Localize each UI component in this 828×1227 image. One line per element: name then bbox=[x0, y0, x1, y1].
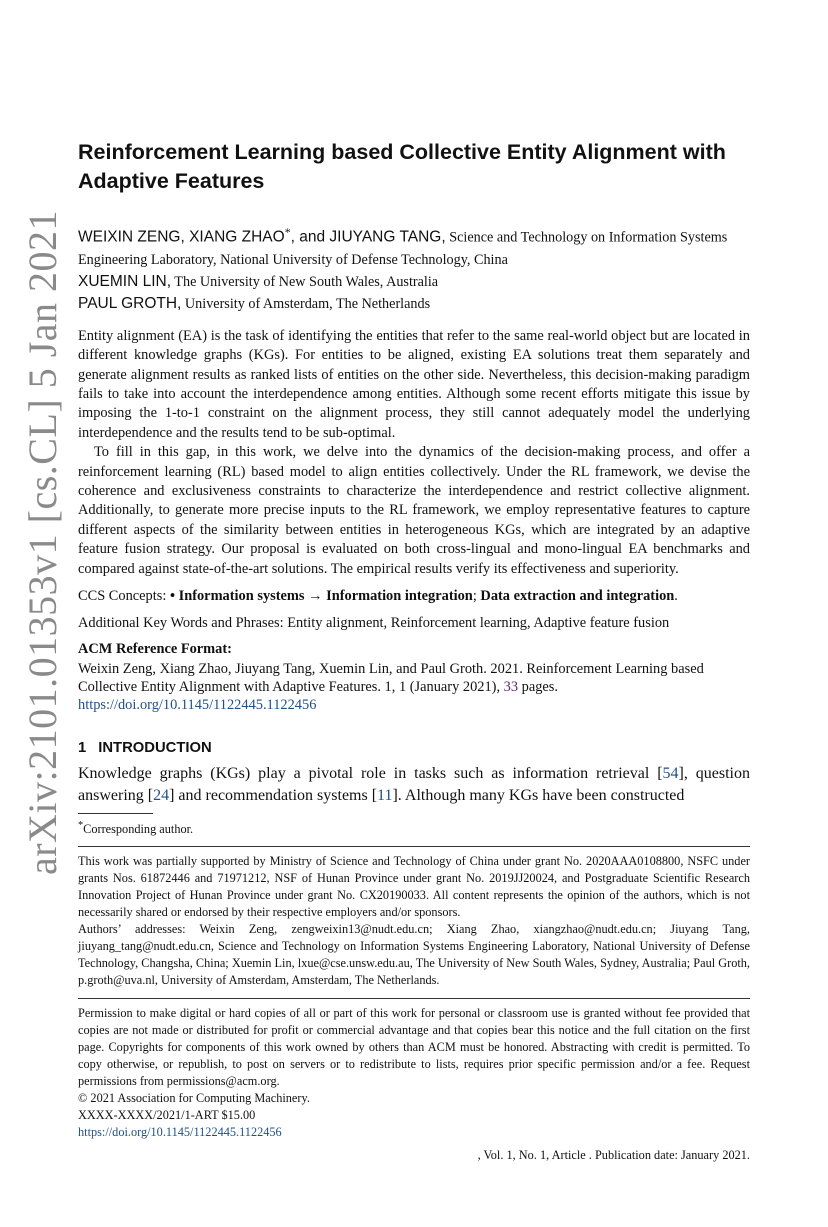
author-lin: XUEMIN LIN, bbox=[78, 272, 172, 290]
acm-reference-heading: ACM Reference Format: bbox=[78, 641, 232, 658]
ccs-label: CCS Concepts: bbox=[78, 588, 170, 605]
permission-rule bbox=[78, 998, 750, 999]
arxiv-sidebar bbox=[20, 209, 66, 876]
intro-text-1: Knowledge graphs (KGs) play a pivotal role in tasks such as information retrieval [ bbox=[78, 765, 663, 783]
citation-link[interactable]: 24 bbox=[153, 787, 170, 805]
acm-pages-word: pages. bbox=[518, 679, 559, 696]
ccs-concept-2: Information integration bbox=[326, 588, 473, 605]
paper-page bbox=[78, 138, 750, 1141]
intro-text-3: ] and recommendation systems [ bbox=[169, 787, 378, 805]
footer-doi-link[interactable]: https://doi.org/10.1145/1122445.1122456 bbox=[78, 1125, 282, 1140]
page-footer: , Vol. 1, No. 1, Article . Publication date: January 2021. bbox=[477, 1148, 750, 1162]
acm-doi-link[interactable]: https://doi.org/10.1145/1122445.1122456 bbox=[78, 697, 317, 714]
abstract-paragraph-1: Entity alignment (EA) is the task of identifying the entities that refer to the same real-world object but are located in different knowledge graphs (KGs). For entities to be aligned, existing EA solutions treat them separately and generate alignment results as ranked lists of entities on the other side. Nevertheless, this decision-making paradigm fails to take into account the interdependence among entities. Although some recent efforts mitigate this issue by imposing the 1-to-1 constraint on the alignment process, they still cannot adequately model the underlying interdependence and the results tend to be sub-optimal. bbox=[78, 327, 750, 441]
ccs-bullet: • bbox=[169, 588, 179, 605]
permission-notice: Permission to make digital or hard copies of all or part of this work for personal or classroom use is granted without fee provided that copies are not made or distributed for profit or commercial advantage and that copies bear this notice and the full citation on the first page. Copyrights for components of this work owned by others than ACM must be honored. Abstracting with credit is permitted. To copy otherwise, or republish, to post on servers or to redistribute to lists, requires prior specific permission and/or a fee. Request permissions from permissions@acm.org. bbox=[78, 1006, 750, 1089]
ccs-concept-3: Data extraction and integration bbox=[480, 588, 675, 605]
author-affiliation-3: University of Amsterdam, The Netherlands bbox=[181, 295, 431, 312]
paper-title: Reinforcement Learning based Collective Entity Alignment with Adaptive Features bbox=[78, 140, 726, 193]
author-groth: PAUL GROTH, bbox=[78, 294, 182, 312]
corresponding-mark: * bbox=[284, 225, 291, 239]
author-line-3 bbox=[78, 293, 750, 315]
acm-reference-text bbox=[78, 660, 750, 714]
isbn-line: XXXX-XXXX/2021/1-ART $15.00 bbox=[78, 1108, 256, 1123]
section-number: 1 bbox=[78, 740, 87, 757]
funding-note: This work was partially supported by Ministry of Science and Technology of China under grant No. 2020AAA0108800, NSFC under grants Nos. 61872446 and 71971212, NSF of Hunan Province under grant No. 2019JJ20024, and Postgraduate Scientific Research Innovation Project of Hunan Province under grant No. CX20190033. All content represents the opinion of the authors, which is not necessarily shared or endorsed by their respective employers and/or sponsors. bbox=[78, 854, 750, 920]
footnote-mark: * bbox=[78, 820, 84, 832]
acm-citation: Weixin Zeng, Xiang Zhao, Jiuyang Tang, Xuemin Lin, and Paul Groth. 2021. Reinforcement Learning based Collective Entity Alignment with Adaptive Features. 1, 1 (January 2021), bbox=[78, 661, 704, 696]
section-heading-introduction bbox=[78, 738, 750, 758]
author-names: WEIXIN ZENG, XIANG ZHAO bbox=[78, 228, 285, 246]
author-block bbox=[78, 221, 750, 315]
citation-link[interactable]: 54 bbox=[662, 765, 679, 783]
abstract-paragraph-2: To fill in this gap, in this work, we delve into the dynamics of the decision-making process, and offer a reinforcement learning (RL) based model to align entities collectively. Under the RL framework, we devise the coherence and exclusiveness constraints to characterize the interdependence and restrict collective alignment. Additionally, to generate more precise inputs to the RL framework, we employ representative features to capture different aspects of the similarity between entities in heterogeneous KGs, which are integrated by an adaptive feature fusion strategy. Our proposal is evaluated on both cross-lingual and mono-lingual EA benchmarks and compared against state-of-the-art solutions. The empirical results verify its effectiveness and superiority. bbox=[78, 444, 750, 577]
copyright-line: © 2021 Association for Computing Machinery. bbox=[78, 1091, 310, 1106]
footnote bbox=[78, 818, 750, 837]
footnote-text: Corresponding author. bbox=[83, 822, 194, 837]
acm-pages-count[interactable]: 33 bbox=[503, 679, 519, 696]
intro-text-4: ]. Although many KGs have been constructed bbox=[392, 787, 685, 805]
ccs-concepts bbox=[78, 587, 750, 606]
author-line-2 bbox=[78, 271, 750, 293]
footnote-rule bbox=[78, 813, 153, 814]
author-affiliation-2: The University of New South Wales, Australia bbox=[171, 273, 439, 290]
citation-link[interactable]: 11 bbox=[377, 787, 393, 805]
author-line-1 bbox=[78, 221, 750, 271]
ccs-arrow: → bbox=[304, 588, 327, 605]
ccs-end: . bbox=[674, 588, 678, 605]
intro-text-2: ], question answering [ bbox=[78, 765, 750, 805]
ccs-separator: ; bbox=[472, 588, 481, 605]
keywords: Additional Key Words and Phrases: Entity alignment, Reinforcement learning, Adaptive feature fusion bbox=[78, 615, 670, 632]
author-names-2: , and JIUYANG TANG, bbox=[290, 228, 446, 246]
funding-rule bbox=[78, 846, 750, 847]
footer-doi-line bbox=[78, 1124, 750, 1141]
arxiv-identifier: arXiv:2101.01353v1 [cs.CL] 5 Jan 2021 bbox=[20, 209, 66, 876]
ccs-concept-1: Information systems bbox=[178, 588, 305, 605]
section-title: INTRODUCTION bbox=[98, 740, 212, 757]
author-addresses: Authors’ addresses: Weixin Zeng, zengweixin13@nudt.edu.cn; Xiang Zhao, xiangzhao@nudt.edu.cn; Jiuyang Tang, jiuyang_tang@nudt.edu.cn, Science and Technology on Information Systems Engineering Laboratory, National University of Defense Technology, Changsha, China; Xuemin Lin, lxue@cse.unsw.edu.au, The University of New South Wales, Sydney, Australia; Paul Groth, p.groth@uva.nl, University of Amsterdam, Amsterdam, The Netherlands. bbox=[78, 922, 750, 988]
author-affiliation-1: Science and Technology on Information Systems Engineering Laboratory, National University of Defense Technology, China bbox=[78, 229, 728, 268]
introduction-paragraph bbox=[78, 763, 750, 807]
